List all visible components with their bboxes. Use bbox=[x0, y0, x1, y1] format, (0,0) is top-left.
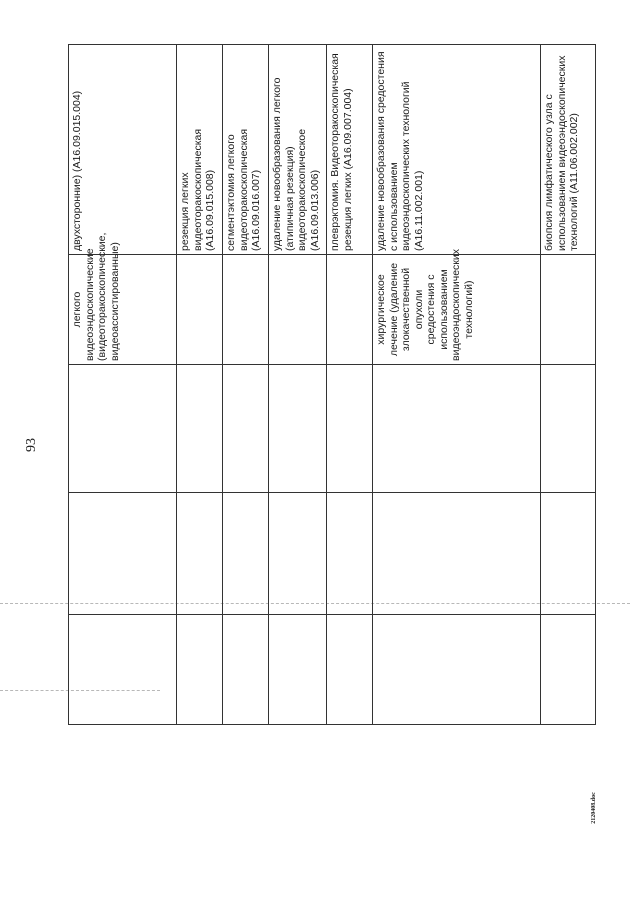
file-name-tag: 2120408.doc bbox=[591, 792, 597, 824]
table-cell-col2 bbox=[373, 493, 541, 615]
table-cell-col3 bbox=[327, 365, 373, 493]
table-row bbox=[327, 45, 373, 725]
table-cell-col2 bbox=[541, 493, 596, 615]
table-cell-col1 bbox=[541, 615, 596, 725]
table-cell-col3 bbox=[223, 365, 269, 493]
table-row bbox=[223, 45, 269, 725]
table-cell-col2 bbox=[177, 493, 223, 615]
table-cell-col1 bbox=[373, 615, 541, 725]
table-cell-col1 bbox=[269, 615, 327, 725]
table-row bbox=[373, 45, 541, 725]
table-cell-col3 bbox=[69, 365, 177, 493]
table-cell-col4 bbox=[327, 255, 373, 365]
table-cell-col5: резекция легких видеоторакоскопическая (А16.09.015.008) bbox=[177, 45, 223, 255]
table-cell-col3 bbox=[269, 365, 327, 493]
page-number: 93 bbox=[24, 438, 39, 452]
table-cell-col5: двухсторонние) (А16.09.015.004) bbox=[69, 45, 177, 255]
table-cell-col2 bbox=[223, 493, 269, 615]
table-cell-col4 bbox=[269, 255, 327, 365]
procedures-table bbox=[68, 44, 596, 725]
table-cell-col5: удаление новообразования легкого (атипичная резекция) видеоторакоскопическое (А16.09.013.006) bbox=[269, 45, 327, 255]
table-row bbox=[177, 45, 223, 725]
rotated-table-frame bbox=[68, 45, 595, 725]
table-cell-col2 bbox=[269, 493, 327, 615]
table-cell-col1 bbox=[327, 615, 373, 725]
table-cell-col1 bbox=[69, 615, 177, 725]
table-cell-col4: хирургическое лечение (удаление злокачественной опухоли средостения с использованием видеоэндоскопических технологий) bbox=[373, 255, 541, 365]
table-cell-col5: плеврэктомия. Видеоторакоскопическая резекция легких (А16.09.007.004) bbox=[327, 45, 373, 255]
table-row bbox=[541, 45, 596, 725]
table-cell-col5: сегментэктомия легкого видеоторакоскопическая (А16.09.016.007) bbox=[223, 45, 269, 255]
table-cell-col3 bbox=[541, 365, 596, 493]
table-cell-col4 bbox=[177, 255, 223, 365]
table-cell-col2 bbox=[327, 493, 373, 615]
table-cell-col5: удаление новообразования средостения с использованием видеоэндоскопических технологий (А16.11.002.001) bbox=[373, 45, 541, 255]
table-cell-col5: биопсия лимфатического узла с использованием видеоэндоскопических технологий (А11.06.002.002) bbox=[541, 45, 596, 255]
table-row bbox=[269, 45, 327, 725]
table-cell-col1 bbox=[177, 615, 223, 725]
table-cell-col1 bbox=[223, 615, 269, 725]
table-row bbox=[69, 45, 177, 725]
table-cell-col3 bbox=[177, 365, 223, 493]
table-cell-col4 bbox=[223, 255, 269, 365]
table-cell-col4 bbox=[541, 255, 596, 365]
table-cell-col4: легкого видеоэндоскопические (видеоторакоскопические, видеоассистированные) bbox=[69, 255, 177, 365]
table-cell-col3 bbox=[373, 365, 541, 493]
procedures-table-body bbox=[69, 45, 596, 725]
table-cell-col2 bbox=[69, 493, 177, 615]
